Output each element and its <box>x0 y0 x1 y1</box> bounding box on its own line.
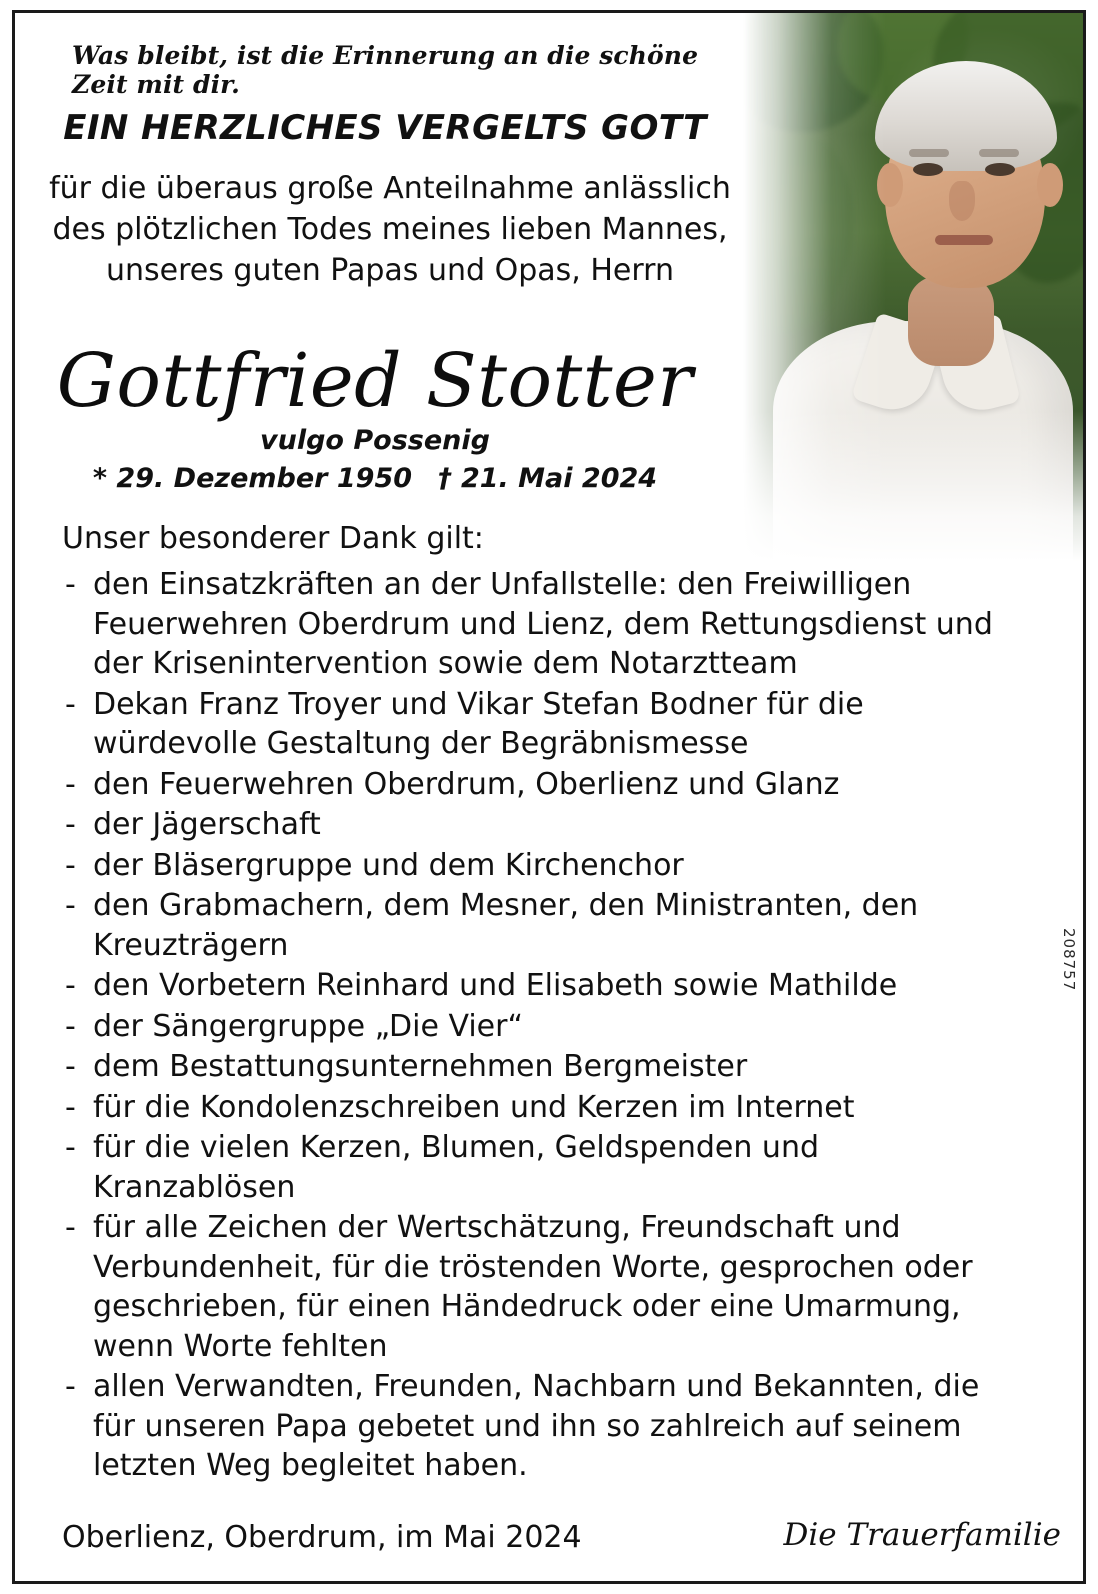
thanks-item-text: den Grabmachern, dem Mesner, den Ministranten, den Kreuzträgern <box>93 888 919 963</box>
portrait-brow-right <box>979 149 1019 157</box>
family-signature: Die Trauerfamilie <box>783 1517 1061 1553</box>
bullet-dash-icon: - <box>65 968 76 1003</box>
thanks-item-text: Dekan Franz Troyer und Vikar Stefan Bodner für die würdevolle Gestaltung der Begräbnismesse <box>93 686 864 761</box>
vulgo-name: vulgo Possenig <box>260 425 490 456</box>
thanks-item-text: für die vielen Kerzen, Blumen, Geldspenden und Kranzablösen <box>93 1130 820 1205</box>
life-dates <box>15 463 735 494</box>
portrait-ear-left <box>877 163 903 207</box>
bullet-dash-icon: - <box>65 847 76 883</box>
bullet-dash-icon: - <box>65 1130 76 1165</box>
bullet-dash-icon: - <box>65 1049 76 1084</box>
bullet-dash-icon: - <box>65 807 76 842</box>
death-date: † 21. Mai 2024 <box>438 463 658 494</box>
thanks-item <box>62 1007 1022 1047</box>
deceased-name: Gottfried Stotter <box>56 338 694 424</box>
portrait-neck <box>908 276 994 366</box>
bullet-dash-icon: - <box>65 686 76 722</box>
thanks-item <box>62 1047 1022 1087</box>
card-content <box>15 13 1083 1581</box>
thanks-intro: Unser besonderer Dank gilt: <box>62 521 484 556</box>
photo-fade <box>743 411 1083 561</box>
intro-text: für die überaus große Anteilnahme anlässlich des plötzlichen Todes meines lieben Mannes, unseres guten Papas und Opas, Herrn <box>49 171 731 288</box>
thanks-item <box>62 685 1022 764</box>
bullet-dash-icon: - <box>65 888 76 923</box>
thanks-item-text: den Vorbetern Reinhard und Elisabeth sowie Mathilde <box>93 968 898 1003</box>
thanks-item <box>62 966 1022 1006</box>
foliage-blob <box>743 133 853 333</box>
thanks-item <box>62 805 1022 845</box>
portrait-nose <box>949 181 975 221</box>
headline-text: EIN HERZLICHES VERGELTS GOTT <box>63 108 707 148</box>
bullet-dash-icon: - <box>65 766 76 802</box>
thanks-item <box>62 1128 1022 1207</box>
portrait-eye-left <box>913 163 943 176</box>
bullet-dash-icon: - <box>65 1210 76 1245</box>
thanks-item-text: den Einsatzkräften an der Unfallstelle: den Freiwilligen Feuerwehren Oberdrum und Lienz, dem Rettungsdienst und der Krisenintervention sowie dem Notarztteam <box>93 567 993 681</box>
thanks-item-text: der Sängergruppe „Die Vier“ <box>93 1008 524 1044</box>
bullet-dash-icon: - <box>65 567 76 602</box>
portrait-brow-left <box>909 149 949 157</box>
place-and-date: Oberlienz, Oberdrum, im Mai 2024 <box>62 1520 582 1555</box>
thanks-item <box>62 886 1022 965</box>
thanks-item <box>62 765 1022 805</box>
birth-date: * 29. Dezember 1950 <box>92 463 413 494</box>
portrait-eye-right <box>985 163 1015 176</box>
bullet-dash-icon: - <box>65 1369 76 1404</box>
thanks-item-text: für die Kondolenzschreiben und Kerzen im Internet <box>93 1089 855 1125</box>
bullet-dash-icon: - <box>65 1089 76 1125</box>
thanks-item-text: der Jägerschaft <box>93 807 321 842</box>
thanks-item-text: den Feuerwehren Oberdrum, Oberlienz und Glanz <box>93 766 840 802</box>
thanks-item-text: der Bläsergruppe und dem Kirchenchor <box>93 847 684 883</box>
thanks-item <box>62 1208 1022 1366</box>
thanks-item-text: für alle Zeichen der Wertschätzung, Freundschaft und Verbundenheit, für die tröstenden Worte, gesprochen oder geschrieben, für einen Händedruck oder eine Umarmung, wenn Worte fehlten <box>93 1210 973 1364</box>
portrait-photo <box>743 13 1083 561</box>
motto-text: Was bleibt, ist die Erinnerung an die schöne Zeit mit dir. <box>72 41 699 99</box>
thanks-item-text: dem Bestattungsunternehmen Bergmeister <box>93 1049 748 1084</box>
portrait-ear-right <box>1037 163 1063 207</box>
thanks-item <box>62 1367 1022 1486</box>
thanks-item <box>62 565 1022 684</box>
portrait-mouth <box>935 235 993 245</box>
thanks-item <box>62 846 1022 886</box>
thanks-list <box>62 565 1022 1487</box>
reference-number: 208757 <box>1060 928 1078 992</box>
thanks-item-text: allen Verwandten, Freunden, Nachbarn und Bekannten, die für unseren Papa gebetet und ihn so zahlreich auf seinem letzten Weg begleitet haben. <box>93 1369 980 1483</box>
bullet-dash-icon: - <box>65 1008 76 1044</box>
thanks-item <box>62 1088 1022 1128</box>
